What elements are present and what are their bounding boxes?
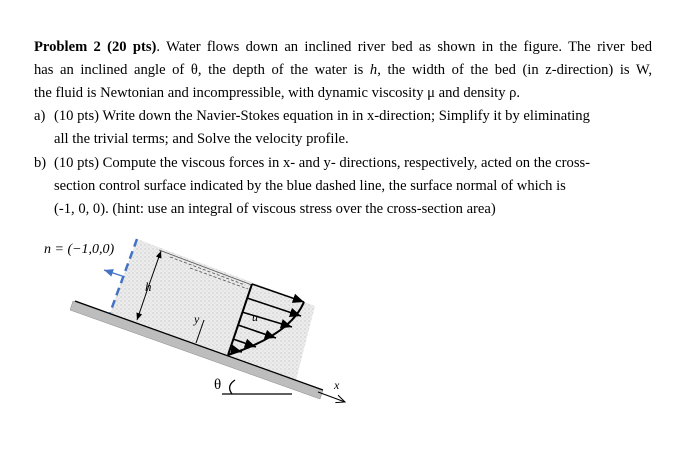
- normal-label: n = (−1,0,0): [44, 242, 115, 257]
- part-b-line-1: (10 pts) Compute the viscous forces in x- and y- directions, respectively, acted on the cross-: [54, 155, 591, 171]
- part-a-line-1: (10 pts) Write down the Navier-Stokes equation in in x-direction; Simplify it by eliminating: [54, 108, 590, 124]
- angle-label: θ: [214, 377, 222, 393]
- text: , the width of the bed (in z-direction) is W,: [377, 62, 652, 78]
- angle-arc: [230, 380, 235, 394]
- depth-label: h: [145, 279, 152, 294]
- x-label: x: [334, 378, 340, 392]
- text: has an inclined angle of θ, the depth of the water is: [34, 62, 370, 78]
- y-label: y: [194, 312, 200, 326]
- part-a-line-2: all the trivial terms; and Solve the velocity profile.: [54, 131, 349, 147]
- normal-arrow: [104, 270, 122, 276]
- part-b-line-2: section control surface indicated by the blue dashed line, the surface normal of which is: [54, 178, 566, 194]
- u-label: u: [252, 310, 258, 324]
- part-b-label: b): [34, 155, 47, 171]
- part-b-line-3: (-1, 0, 0). (hint: use an integral of viscous stress over the cross-section area): [54, 201, 496, 217]
- problem-statement-line-3: the fluid is Newtonian and incompressible, with dynamic viscosity μ and density ρ.: [34, 85, 521, 101]
- text: . Water flows down an inclined river bed as shown in the figure. The river bed: [156, 39, 652, 55]
- problem-title: Problem 2 (20 pts): [34, 39, 157, 55]
- x-axis-arrow: [318, 392, 345, 402]
- part-a-label: a): [34, 108, 46, 124]
- text: h: [369, 62, 378, 78]
